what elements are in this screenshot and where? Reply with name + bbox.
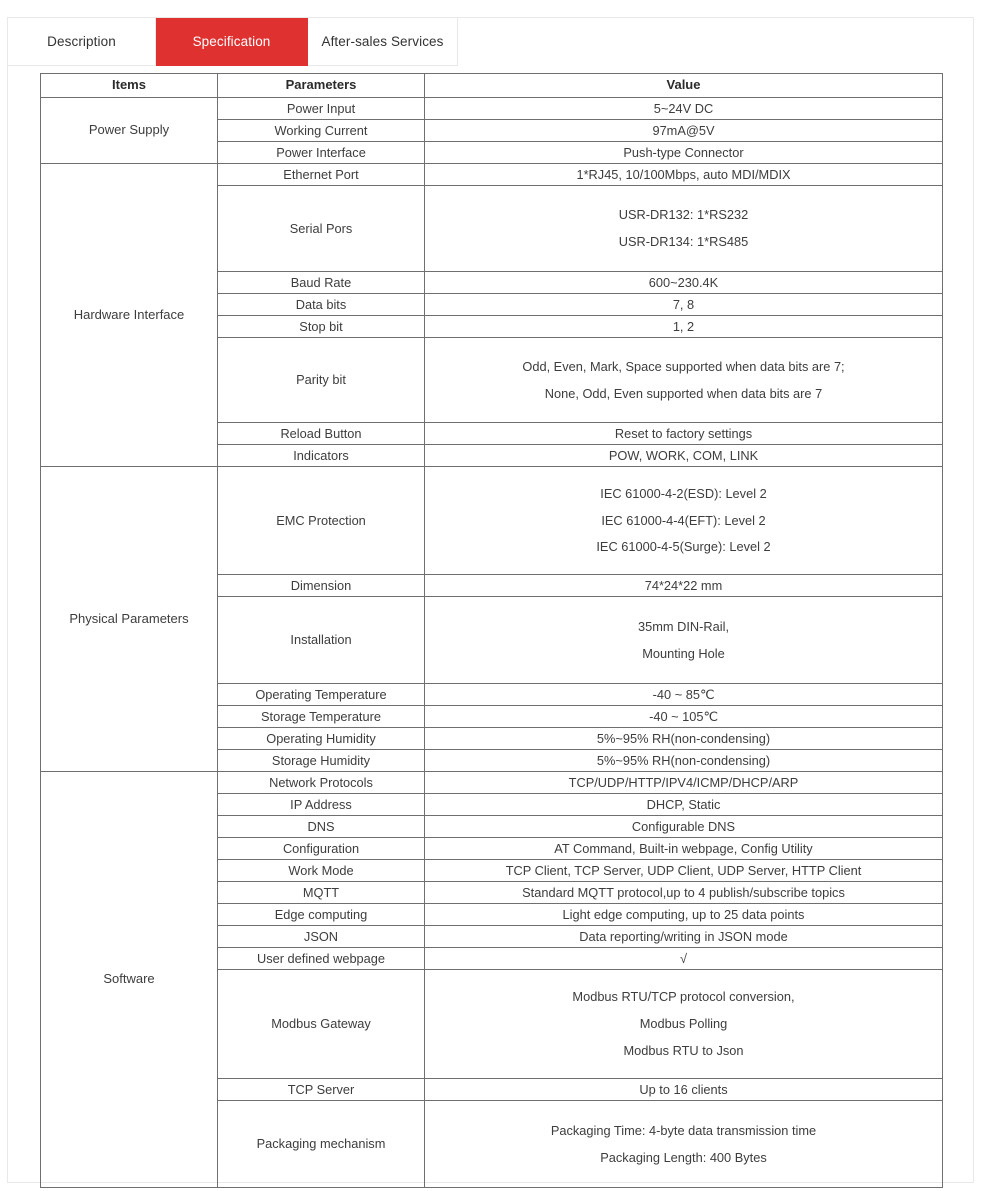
value-cell — [425, 467, 943, 575]
value-line: Modbus RTU/TCP protocol conversion, — [572, 989, 795, 1005]
parameter-cell: Configuration — [218, 838, 425, 860]
value-cell: -40 ~ 105℃ — [425, 706, 943, 728]
table-row — [41, 467, 943, 575]
value-cell: AT Command, Built-in webpage, Config Utility — [425, 838, 943, 860]
value-line: Modbus Polling — [639, 1016, 728, 1032]
value-cell: TCP Client, TCP Server, UDP Client, UDP Server, HTTP Client — [425, 860, 943, 882]
parameter-cell: Operating Humidity — [218, 728, 425, 750]
specification-table — [40, 73, 943, 1188]
value-cell: 600~230.4K — [425, 272, 943, 294]
parameter-cell: IP Address — [218, 794, 425, 816]
value-cell: -40 ~ 85℃ — [425, 684, 943, 706]
value-cell: Data reporting/writing in JSON mode — [425, 926, 943, 948]
parameter-cell: Power Interface — [218, 142, 425, 164]
value-line: IEC 61000-4-2(ESD): Level 2 — [600, 485, 767, 501]
value-line: Mounting Hole — [642, 645, 725, 661]
table-row — [41, 772, 943, 794]
parameter-cell: Ethernet Port — [218, 164, 425, 186]
parameter-cell: Storage Temperature — [218, 706, 425, 728]
column-header-parameters: Parameters — [218, 74, 425, 98]
table-header — [41, 74, 943, 98]
parameter-cell: Reload Button — [218, 423, 425, 445]
value-cell: 5~24V DC — [425, 98, 943, 120]
value-line: USR-DR134: 1*RS485 — [618, 234, 749, 249]
table-header-row — [41, 74, 943, 98]
value-line: USR-DR132: 1*RS232 — [618, 207, 749, 223]
value-cell: 97mA@5V — [425, 120, 943, 142]
parameter-cell: Data bits — [218, 294, 425, 316]
table-row — [41, 164, 943, 186]
parameter-cell: Indicators — [218, 445, 425, 467]
parameter-cell: Parity bit — [218, 338, 425, 423]
value-cell: Light edge computing, up to 25 data points — [425, 904, 943, 926]
value-cell: Configurable DNS — [425, 816, 943, 838]
parameter-cell: Storage Humidity — [218, 750, 425, 772]
value-cell: Up to 16 clients — [425, 1079, 943, 1101]
tab-specification-label: Specification — [192, 34, 271, 49]
parameter-cell: Work Mode — [218, 860, 425, 882]
value-line: IEC 61000-4-4(EFT): Level 2 — [601, 512, 766, 528]
value-cell: 1*RJ45, 10/100Mbps, auto MDI/MDIX — [425, 164, 943, 186]
column-header-items: Items — [41, 74, 218, 98]
value-cell: 1, 2 — [425, 316, 943, 338]
parameter-cell: Modbus Gateway — [218, 970, 425, 1079]
product-detail-panel — [7, 17, 974, 1183]
parameter-cell: MQTT — [218, 882, 425, 904]
value-line: Packaging Length: 400 Bytes — [600, 1149, 767, 1165]
table-row — [41, 98, 943, 120]
parameter-cell: Power Input — [218, 98, 425, 120]
value-line: Odd, Even, Mark, Space supported when data bits are 7; — [522, 358, 845, 374]
value-cell-checkmark: √ — [425, 948, 943, 970]
parameter-cell: EMC Protection — [218, 467, 425, 575]
product-tab-bar — [8, 18, 458, 66]
parameter-cell: Working Current — [218, 120, 425, 142]
value-cell — [425, 970, 943, 1079]
parameter-cell: Operating Temperature — [218, 684, 425, 706]
value-cell: DHCP, Static — [425, 794, 943, 816]
tab-description[interactable] — [8, 18, 156, 66]
value-cell: Reset to factory settings — [425, 423, 943, 445]
group-label-software: Software — [41, 772, 218, 1188]
value-cell — [425, 1101, 943, 1188]
parameter-cell: Stop bit — [218, 316, 425, 338]
parameter-cell: TCP Server — [218, 1079, 425, 1101]
value-cell: 5%~95% RH(non-condensing) — [425, 728, 943, 750]
column-header-value: Value — [425, 74, 943, 98]
value-cell — [425, 338, 943, 423]
parameter-cell: Installation — [218, 597, 425, 684]
parameter-cell: Network Protocols — [218, 772, 425, 794]
value-cell: Push-type Connector — [425, 142, 943, 164]
tab-after-sales-services-label: After-sales Services — [321, 34, 444, 49]
value-cell — [425, 597, 943, 684]
parameter-cell: JSON — [218, 926, 425, 948]
value-cell — [425, 186, 943, 272]
group-label-power-supply: Power Supply — [41, 98, 218, 164]
tab-description-label: Description — [47, 34, 116, 49]
parameter-cell: DNS — [218, 816, 425, 838]
tab-after-sales-services[interactable] — [308, 18, 458, 66]
value-cell: 7, 8 — [425, 294, 943, 316]
table-body — [41, 98, 943, 1188]
value-line: None, Odd, Even supported when data bits are 7 — [544, 385, 823, 401]
value-cell: 5%~95% RH(non-condensing) — [425, 750, 943, 772]
parameter-cell: Edge computing — [218, 904, 425, 926]
value-cell: 74*24*22 mm — [425, 575, 943, 597]
parameter-cell: User defined webpage — [218, 948, 425, 970]
parameter-cell: Packaging mechanism — [218, 1101, 425, 1188]
group-label-physical-parameters: Physical Parameters — [41, 467, 218, 772]
specification-table-wrapper — [40, 73, 942, 1188]
parameter-cell: Dimension — [218, 575, 425, 597]
group-label-hardware-interface: Hardware Interface — [41, 164, 218, 467]
parameter-cell: Baud Rate — [218, 272, 425, 294]
value-cell: POW, WORK, COM, LINK — [425, 445, 943, 467]
tab-specification[interactable] — [156, 18, 308, 66]
value-line: IEC 61000-4-5(Surge): Level 2 — [596, 539, 771, 555]
value-line: Packaging Time: 4-byte data transmission time — [550, 1122, 817, 1138]
value-cell: TCP/UDP/HTTP/IPV4/ICMP/DHCP/ARP — [425, 772, 943, 794]
value-cell: Standard MQTT protocol,up to 4 publish/subscribe topics — [425, 882, 943, 904]
value-line: 35mm DIN-Rail, — [637, 618, 729, 634]
value-line: Modbus RTU to Json — [623, 1042, 744, 1058]
parameter-cell: Serial Pors — [218, 186, 425, 272]
